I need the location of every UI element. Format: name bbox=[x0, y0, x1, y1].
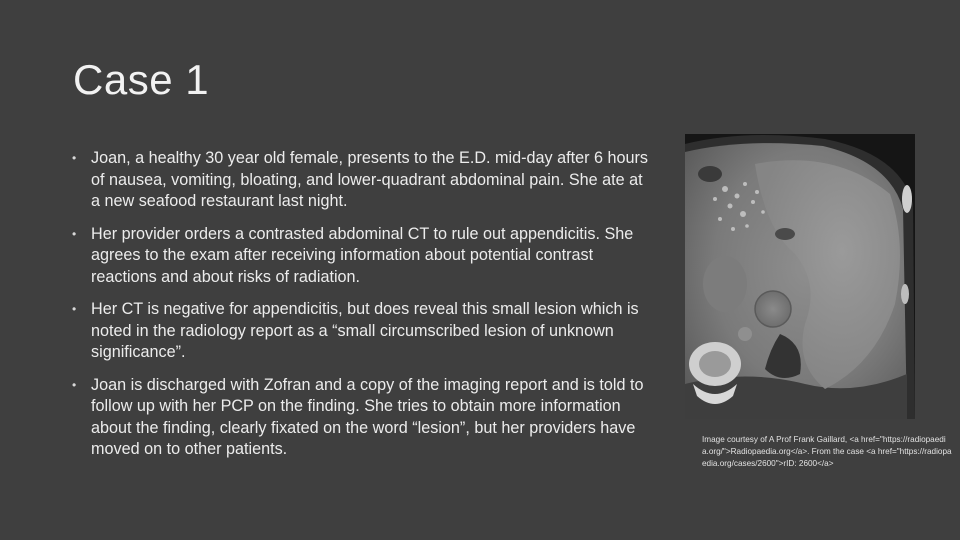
bullet-text: Joan is discharged with Zofran and a copy of the imaging report and is told to follow up with her PCP on the finding. She tries to obtain more information about the finding, clearly fixated on the word “lesion”, but her providers have moved on to other patients. bbox=[91, 375, 644, 458]
bullet-list bbox=[72, 148, 652, 472]
bullet-item bbox=[72, 224, 652, 289]
bullet-item bbox=[72, 375, 652, 461]
bullet-dot-icon: • bbox=[72, 226, 77, 241]
bullet-item bbox=[72, 148, 652, 213]
bullet-dot-icon: • bbox=[72, 151, 77, 165]
bullet-item bbox=[72, 299, 652, 364]
bullet-text: Joan, a healthy 30 year old female, presents to the E.D. mid-day after 6 hours of nausea, vomiting, bloating, and lower-quadrant abdominal pain. She ate at a new seafood restaurant last night. bbox=[91, 149, 648, 210]
ct-scan-image bbox=[685, 134, 915, 419]
image-caption: Image courtesy of A Prof Frank Gaillard, <a href="https://radiopaedia.org/">Radiopaedia.org</a>. From the case <a href="https://radiopaedia.org/cases/2600">rID: 2600</a> bbox=[702, 435, 952, 468]
bullet-text: Her provider orders a contrasted abdominal CT to rule out appendicitis. She agrees to the exam after receiving information about potential contrast reactions and about risks of radiation. bbox=[91, 224, 634, 286]
bullet-text: Her CT is negative for appendicitis, but does reveal this small lesion which is noted in the radiology report as a “small circumscribed lesion of unknown significance”. bbox=[91, 300, 639, 361]
bullet-dot-icon: • bbox=[72, 377, 77, 392]
bullet-dot-icon: • bbox=[72, 302, 77, 316]
slide-title: Case 1 bbox=[73, 56, 210, 103]
